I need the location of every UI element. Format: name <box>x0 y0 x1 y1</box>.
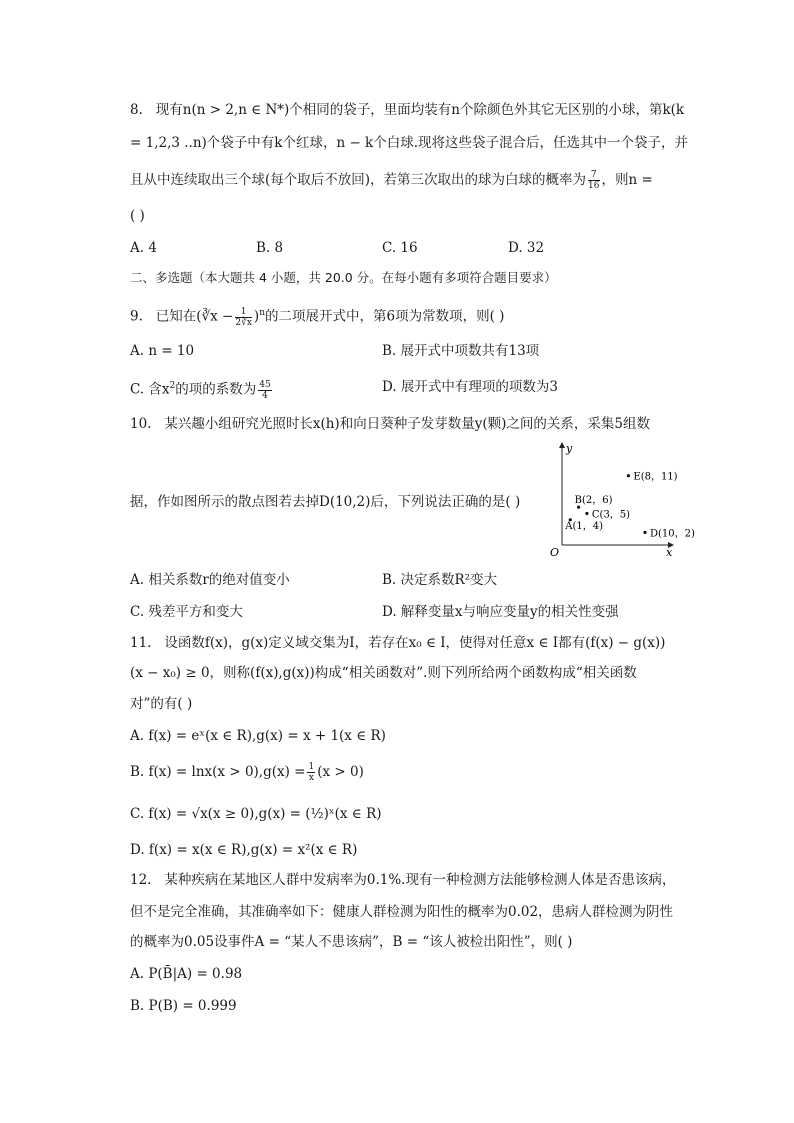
q9-sup: n <box>259 308 265 318</box>
q8-line-3b: ，则n = <box>601 172 653 188</box>
y-axis-label: y <box>566 442 573 455</box>
q11-option-a[interactable]: A. f(x) = eˣ(x ∈ R),g(x) = x + 1(x ∈ R) <box>130 728 386 744</box>
origin-label: O <box>550 546 560 559</box>
section-header-multi-choice: 二、多选题（本大题共 4 小题，共 20.0 分。在每小题有多项符合题目要求） <box>130 270 557 285</box>
q9-option-c-fraction <box>258 380 271 401</box>
q8-option-c[interactable]: C. 16 <box>382 240 418 256</box>
q9-expr: ∛x − <box>201 308 234 325</box>
q8-frac-den: 16 <box>588 181 600 191</box>
scatter-plot <box>540 440 695 560</box>
q10-option-d[interactable]: D. 解释变量x与响应变量y的相关性变强 <box>382 604 619 620</box>
q11-option-b-a: B. f(x) = lnx(x > 0),g(x) = <box>130 764 306 780</box>
q9-number: 9. <box>130 308 143 325</box>
q8-option-d[interactable]: D. 32 <box>508 240 545 256</box>
point-label-E: E(8，11) <box>633 471 678 483</box>
q9-text-b: ) <box>253 308 260 325</box>
q9-option-c-num: 45 <box>259 379 271 390</box>
point-label-D: D(10，2) <box>650 528 695 540</box>
q11-line-1 <box>130 633 665 653</box>
point-E <box>627 474 630 477</box>
q11-option-d[interactable]: D. f(x) = x(x ∈ R),g(x) = x²(x ∈ R) <box>130 842 358 858</box>
q8-frac-num: 7 <box>588 170 599 181</box>
q11-option-c[interactable]: C. f(x) = √x(x ≥ 0),g(x) = (½)ˣ(x ∈ R) <box>130 806 382 822</box>
q9-option-c-sup: 2 <box>169 381 176 391</box>
q9-option-c[interactable] <box>130 376 274 401</box>
q11-number: 11. <box>130 635 152 651</box>
q8-line-3a: 且从中连续取出三个球(每个取后不放回)，若第三次取出的球为白球的概率为 <box>130 172 587 188</box>
q9-text-a: 已知在( <box>155 308 202 325</box>
q8-line-1-text: 现有n(n > 2,n ∈ N*)个相同的袋子，里面均装有n个除颜色外其它无区别的小球，第k(k <box>155 102 685 118</box>
q8-line-3 <box>130 170 653 191</box>
q8-option-b[interactable]: B. 8 <box>256 240 284 256</box>
q11-option-b-den: x <box>308 773 314 783</box>
q10-line-1 <box>130 414 650 434</box>
q9-option-c-b: 的项的系数为 <box>175 381 257 398</box>
y-axis-arrow <box>559 442 565 448</box>
q8-line-2: = 1,2,3 ..n)个袋子中有k个红球，n − k个白球.现将这些袋子混合后，任选其中一个袋子，并 <box>130 135 689 151</box>
q9-text-c: 的二项展开式中，第6项为常数项，则( ) <box>265 308 505 325</box>
q12-line-1-text: 某种疾病在某地区人群中发病率为0.1%.现有一种检测方法能够检测人体是否患该病， <box>164 872 676 888</box>
q10-line-1-text: 某兴趣小组研究光照时长x(h)和向日葵种子发芽数量y(颗)之间的关系，采集5组数 <box>164 416 650 432</box>
q11-option-b-b: (x > 0) <box>317 764 364 780</box>
q8-option-a[interactable]: A. 4 <box>130 240 157 256</box>
q12-line-2: 但不是完全准确，其准确率如下：健康人群检测为阳性的概率为0.02，患病人群检测为阴性 <box>130 904 674 920</box>
q12-option-b[interactable]: B. P(B) = 0.999 <box>130 998 237 1014</box>
q11-line-3: 对”的有( ) <box>130 696 193 712</box>
q9-line <box>130 303 504 328</box>
q11-option-b[interactable] <box>130 762 364 783</box>
point-C <box>585 512 588 515</box>
point-D <box>643 531 646 534</box>
q11-line-1-text: 设函数f(x)，g(x)定义域交集为I，若存在x₀ ∈ I，使得对任意x ∈ I都有(f(x) − g(x)) <box>164 635 666 651</box>
q11-option-b-fraction <box>307 762 315 783</box>
q10-option-b[interactable]: B. 决定系数R²变大 <box>382 572 498 588</box>
q8-line-1 <box>130 100 684 120</box>
q8-number: 8. <box>130 102 143 118</box>
q9-option-a[interactable]: A. n = 10 <box>130 343 195 359</box>
q9-fraction <box>235 307 252 328</box>
q10-number: 10. <box>130 416 152 432</box>
q10-line-2: 据，作如图所示的散点图若去掉D(10,2)后，下列说法正确的是( ) <box>130 494 521 510</box>
q8-paren: ( ) <box>130 208 145 224</box>
q12-number: 12. <box>130 872 152 888</box>
q11-option-b-num: 1 <box>308 762 315 772</box>
x-axis-label: x <box>666 546 673 559</box>
q9-option-c-den: 4 <box>262 390 268 401</box>
q11-line-2: (x − x₀) ≥ 0，则称(f(x),g(x))构成“相关函数对”.则下列所给两个函数构成“相关函数 <box>130 665 637 681</box>
point-label-B: B(2，6) <box>574 495 613 507</box>
q9-option-d[interactable]: D. 展开式中有理项的项数为3 <box>382 379 559 395</box>
q9-frac-den: 2∛x <box>235 317 252 328</box>
point-label-C: C(3，5) <box>591 509 631 521</box>
q8-fraction <box>588 170 599 191</box>
q12-option-a[interactable]: A. P(B̄|A) = 0.98 <box>130 966 243 982</box>
q12-line-3: 的概率为0.05设事件A = “某人不患该病”，B = “该人被检出阳性”，则( ) <box>130 934 573 950</box>
point-label-A: A(1，4) <box>565 520 604 532</box>
q9-option-b[interactable]: B. 展开式中项数共有13项 <box>382 343 540 359</box>
q9-option-c-a: C. 含x <box>130 381 170 398</box>
q9-frac-num: 1 <box>235 307 252 318</box>
q10-option-c[interactable]: C. 残差平方和变大 <box>130 604 243 620</box>
q10-option-a[interactable]: A. 相关系数r的绝对值变小 <box>130 572 290 588</box>
q12-line-1 <box>130 870 675 890</box>
